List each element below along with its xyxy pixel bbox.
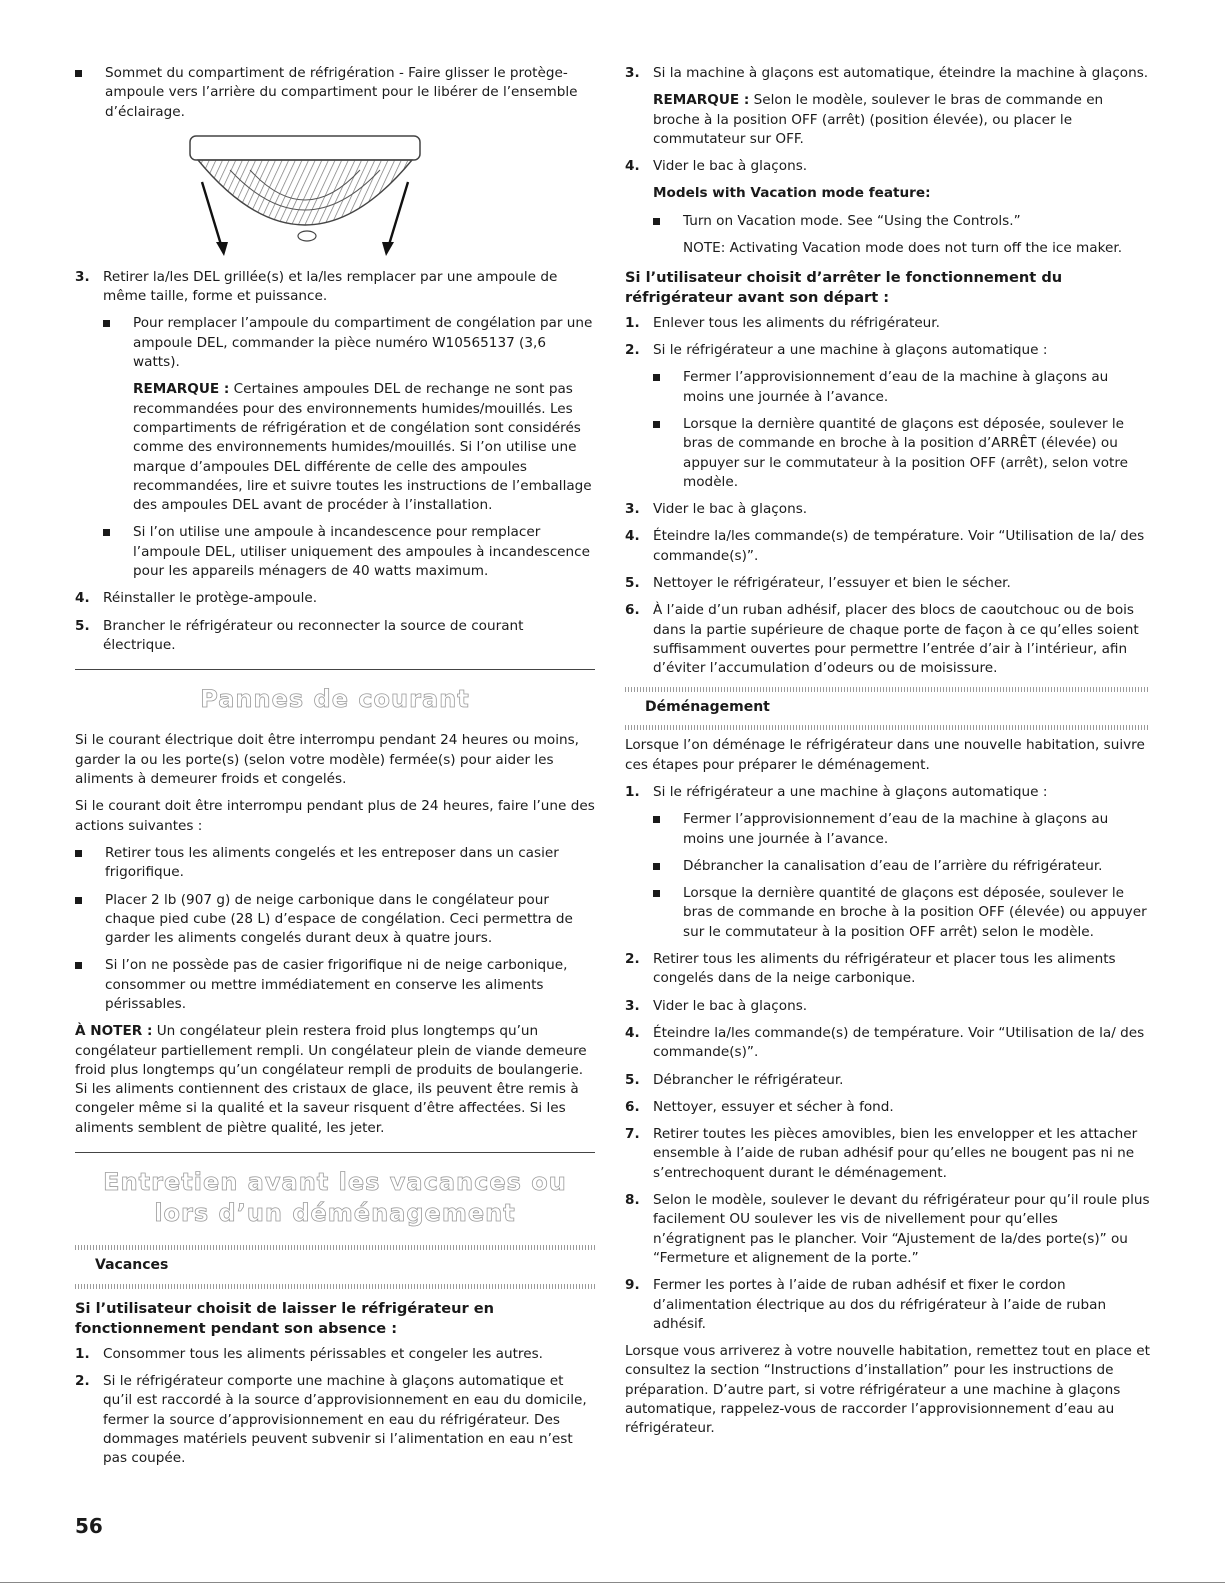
bullet-item: Si l’on ne possède pas de casier frigorifique ni de neige carbonique, consommer ou mettre immédiatement en conserve les aliments périssables. [75,956,595,1014]
list-item: 2. Si le réfrigérateur a une machine à glaçons automatique : [625,342,1048,359]
right-column [625,64,1150,1447]
list-item: 6. À l’aide d’un ruban adhésif, placer des blocs de caoutchouc ou de bois dans la partie supérieure de chaque porte de façon à ce qu’elles soient suffisamment ouvertes pour permettre l’entrée d’air à l’intérieur, afin d’éviter l’accumulation d’odeurs ou de moisissure. [625,602,1139,677]
list-item: 5. Brancher le réfrigérateur ou reconnecter la source de courant électrique. [75,617,524,653]
bullet-item: Lorsque la dernière quantité de glaçons est déposée, soulever le bras de commande en broche à la position d’ARRÊT (élevée) ou appuyer sur le commutateur à la position OFF (arrêt), selon votre modèle. [653,415,1150,492]
hatched-divider [625,725,1150,730]
bullet-item: Pour remplacer l’ampoule du compartiment de congélation par une ampoule DEL, commander la pièce numéro W10565137 (3,6 watts). [103,314,595,372]
remarque-note: REMARQUE : Certaines ampoules DEL de rechange ne sont pas recommandées pour des environnements humides/mouillés. Les compartiments de réfrigération et de congélation sont considérés comme des environnements humides/mouillés. Si l’on utilise une marque d’ampoules DEL différente de celle des ampoules recommandées, lire et suivre toutes les instructions de l’emballage des ampoules DEL avant de procéder à l’installation. [133,381,592,514]
bullet-item: Sommet du compartiment de réfrigération - Faire glisser le protège-ampoule vers l’arrière du compartiment pour le libérer de l’ensemble d’éclairage. [75,64,595,122]
section-divider [75,669,595,670]
section-title-line: Entretien avant les vacances ou [103,1168,567,1197]
section-divider [75,1152,595,1153]
bullet-item: Débrancher la canalisation d’eau de l’arrière du réfrigérateur. [653,857,1150,876]
list-item: 6. Nettoyer, essuyer et sécher à fond. [625,1098,894,1115]
heading-arreter: Si l’utilisateur choisit d’arrêter le fonctionnement du réfrigérateur avant son départ : [625,269,1063,307]
paragraph: Lorsque l’on déménage le réfrigérateur dans une nouvelle habitation, suivre ces étapes pour préparer le déménagement. [625,737,1145,773]
models-heading: Models with Vacation mode feature: [653,185,931,202]
list-item: 9. Fermer les portes à l’aide de ruban adhésif et fixer le cordon d’alimentation électrique au dos du réfrigérateur à l’aide de ruban adhésif. [625,1277,1107,1332]
models-note: NOTE: Activating Vacation mode does not turn off the ice maker. [683,240,1123,257]
paragraph: Lorsque vous arriverez à votre nouvelle habitation, remettez tout en place et consultez la section “Instructions d’installation” pour les instructions de préparation. D’autre part, si votre réfrigérateur a une machine à glaçons automatique, rappelez-vous de raccorder l’approvisionnement d’eau au réfrigérateur. [625,1343,1150,1437]
bullet-item: Si l’on utilise une ampoule à incandescence pour remplacer l’ampoule DEL, utiliser uniquement des ampoules à incandescence pour les appareils ménagers de 40 watts maximum. [103,523,595,581]
bullet-item: Fermer l’approvisionnement d’eau de la machine à glaçons au moins une journée à l’avance. [653,368,1150,407]
paragraph: Si le courant doit être interrompu pendant plus de 24 heures, faire l’une des actions suivantes : [75,798,595,834]
list-item: 3. Si la machine à glaçons est automatique, éteindre la machine à glaçons. [625,65,1149,81]
list-item: 2. Retirer tous les aliments du réfrigérateur et placer tous les aliments congelés dans de la neige carbonique. [625,951,1116,987]
list-item: 4. Réinstaller le protège-ampoule. [75,590,318,607]
hatched-divider [625,687,1150,692]
bullet-item: Fermer l’approvisionnement d’eau de la machine à glaçons au moins une journée à l’avance. [653,810,1150,849]
list-item: 1. Consommer tous les aliments périssables et congeler les autres. [75,1345,543,1362]
noter-note: À NOTER : Un congélateur plein restera froid plus longtemps qu’un congélateur partiellement rempli. Un congélateur plein de viande demeure froid plus longtemps qu’un congélateur rempli de produits de boulangerie. Si les aliments contiennent des cristaux de glace, ils peuvent être remis à congeler même si la qualité et la saveur risquent d’être affectées. Si les aliments semblent de piètre qualité, les jeter. [75,1023,587,1136]
list-item: 4. Vider le bac à glaçons. [625,158,808,175]
bullet-item: Lorsque la dernière quantité de glaçons est déposée, soulever le bras de commande en broche à la position OFF (élevée) ou appuyer sur le commutateur à la position OFF arrêt) selon le modèle. [653,884,1150,942]
heading-laisser: Si l’utilisateur choisit de laisser le réfrigérateur en fonctionnement pendant son absence : [75,1300,495,1337]
list-item: 2. Si le réfrigérateur comporte une machine à glaçons automatique et qu’il est raccordé à la source d’approvisionnement en eau du domicile, fermer la source d’approvisionnement en eau du réfrigérateur. Des dommages matériels peuvent subvenir si l’alimentation en eau n’est pas coupée. [75,1372,587,1467]
left-column [75,64,595,1476]
bullet-item: Turn on Vacation mode. See “Using the Controls.” [653,212,1150,231]
section-title-entretien [75,1167,595,1229]
list-item: 5. Débrancher le réfrigérateur. [625,1071,844,1088]
section-title-line: lors d’un déménagement [154,1199,516,1228]
list-item: 3. Retirer la/les DEL grillée(s) et la/les remplacer par une ampoule de même taille, forme et puissance. [75,268,558,305]
subheading-vacances: Vacances [95,1257,169,1274]
list-item: 1. Enlever tous les aliments du réfrigérateur. [625,314,940,331]
paragraph: Si le courant électrique doit être interrompu pendant 24 heures ou moins, garder la ou les porte(s) (selon votre modèle) fermée(s) pour aider les aliments à demeurer froids et congelés. [75,732,579,788]
list-item: 4. Éteindre la/les commande(s) de température. Voir “Utilisation de la/ des commande(s)”. [625,528,1145,564]
bullet-item: Placer 2 lb (907 g) de neige carbonique dans le congélateur pour chaque pied cube (28 L) d’espace de congélation. Ceci permettra de garder les aliments congelés durant deux à quatre jours. [75,891,595,949]
light-shield-illustration [170,130,440,258]
list-item: 1. Si le réfrigérateur a une machine à glaçons automatique : [625,783,1048,800]
section-title-pannes: Pannes de courant [200,685,470,714]
subheading-demenagement: Déménagement [645,698,770,715]
page-number: 56 [75,1514,103,1538]
hatched-divider [75,1245,595,1250]
list-item: 7. Retirer toutes les pièces amovibles, bien les envelopper et les attacher ensemble à l’aide de ruban adhésif pour qu’elles ne bougent pas ni ne s’entrechoquent durant le déménagement. [625,1126,1138,1181]
list-item: 8. Selon le modèle, soulever le devant du réfrigérateur pour qu’il roule plus facilement OU soulever les vis de nivellement pour qu’elles n’égratignent pas le plancher. Voir “Ajustement de la/des porte(s)” ou “Fermeture et alignement de la porte.” [625,1192,1150,1266]
remarque-note: REMARQUE : Selon le modèle, soulever le bras de commande en broche à la position OFF (arrêt) (position élevée), ou placer le commutateur sur OFF. [653,92,1104,147]
list-item: 5. Nettoyer le réfrigérateur, l’essuyer et bien le sécher. [625,575,1011,592]
page-bottom-rule [0,1582,1225,1583]
list-item: 4. Éteindre la/les commande(s) de température. Voir “Utilisation de la/ des commande(s)”. [625,1024,1145,1061]
bullet-item: Retirer tous les aliments congelés et les entreposer dans un casier frigorifique. [75,844,595,883]
list-item: 3. Vider le bac à glaçons. [625,997,808,1014]
hatched-divider [75,1284,595,1289]
list-item: 3. Vider le bac à glaçons. [625,501,808,518]
